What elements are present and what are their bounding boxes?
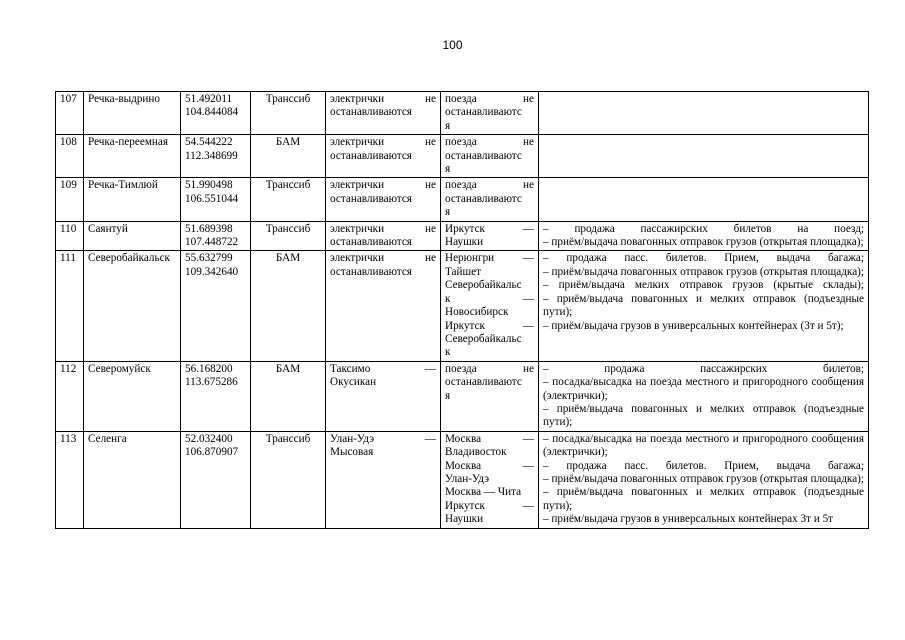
long-distance-text: поезда не: [445, 136, 534, 149]
station-services: [539, 221, 869, 251]
long-distance-text: Москва — Чита: [445, 486, 522, 499]
coordinates: [181, 178, 251, 221]
railway-line: БАМ: [251, 135, 326, 178]
station-name: Речка-Тимлюй: [84, 178, 181, 221]
station-name: Северобайкальск: [84, 251, 181, 361]
suburban-text: останавливаются: [330, 106, 412, 119]
long-distance-text: я: [445, 206, 451, 219]
long-distance-text: останавливаютс: [445, 149, 522, 162]
service-item: – продажа пасс. билетов. Прием, выдача багажа;: [543, 459, 864, 472]
railway-line: Транссиб: [251, 92, 326, 135]
suburban-trains: [326, 221, 441, 251]
suburban-trains: [326, 178, 441, 221]
service-item: – посадка/высадка на поезда местного и пригородного сообщения (электрички);: [543, 376, 864, 402]
suburban-text: электрички не: [330, 252, 436, 265]
long-distance-text: к: [445, 346, 451, 359]
coordinates: [181, 92, 251, 135]
coordinate-value: 107.448722: [185, 236, 239, 249]
railway-line: БАМ: [251, 251, 326, 361]
suburban-text: останавливаются: [330, 192, 412, 205]
long-distance-text: я: [445, 163, 451, 176]
page-number: 100: [442, 38, 463, 52]
coordinate-value: 104.844084: [185, 106, 239, 119]
long-distance-text: Новосибирск: [445, 306, 509, 319]
row-number: 109: [56, 178, 84, 221]
station-name: Речка-переемная: [84, 135, 181, 178]
coordinates: [181, 361, 251, 431]
coordinates: [181, 431, 251, 528]
long-distance-text: Москва —: [445, 459, 534, 472]
service-item: – приём/выдача повагонных и мелких отправок (подъездные пути);: [543, 486, 864, 512]
long-distance-text: Иркутск —: [445, 222, 534, 235]
coordinate-value: 52.032400: [185, 432, 233, 445]
long-distance-text: Иркутск —: [445, 499, 534, 512]
long-distance-text: я: [445, 119, 451, 132]
service-item: – приём/выдача грузов в универсальных контейнерах 3т и 5т: [543, 513, 834, 526]
long-distance-text: Наушки: [445, 513, 484, 526]
service-item: – приём/выдача повагонных отправок грузов (открытая площадка);: [543, 472, 864, 485]
suburban-trains: [326, 361, 441, 431]
coordinate-value: 54.544222: [185, 136, 233, 149]
long-distance-trains: [441, 361, 539, 431]
station-services: [539, 92, 869, 135]
station-services: [539, 431, 869, 528]
service-item: – приём/выдача повагонных и мелких отправок (подъездные пути);: [543, 292, 864, 319]
table-row: [56, 178, 869, 221]
coordinate-value: 106.551044: [185, 192, 239, 205]
service-item: – продажа пассажирских билетов на поезд;: [543, 222, 864, 235]
suburban-trains: [326, 251, 441, 361]
table-row: [56, 431, 869, 528]
station-services: [539, 135, 869, 178]
coordinate-value: 106.870907: [185, 446, 239, 459]
station-services: [539, 178, 869, 221]
coordinate-value: 113.675286: [185, 376, 238, 389]
long-distance-text: Наушки: [445, 236, 484, 249]
long-distance-text: Северобайкальс: [445, 332, 522, 345]
station-name: Селенга: [84, 431, 181, 528]
long-distance-trains: [441, 221, 539, 251]
table-row: [56, 361, 869, 431]
station-services: [539, 361, 869, 431]
suburban-text: электрички не: [330, 136, 436, 149]
suburban-trains: [326, 135, 441, 178]
service-item: – продажа пасс. билетов. Прием, выдача багажа;: [543, 252, 864, 265]
long-distance-text: Тайшет: [445, 265, 481, 278]
long-distance-text: останавливаютс: [445, 376, 522, 389]
suburban-text: электрички не: [330, 222, 436, 235]
long-distance-trains: [441, 251, 539, 361]
long-distance-trains: [441, 431, 539, 528]
coordinates: [181, 135, 251, 178]
coordinate-value: 112.348699: [185, 149, 238, 162]
railway-line: БАМ: [251, 361, 326, 431]
suburban-text: останавливаются: [330, 265, 412, 278]
coordinate-value: 51.492011: [185, 93, 233, 105]
suburban-trains: [326, 92, 441, 135]
coordinates: [181, 251, 251, 361]
coordinate-value: 51.990498: [185, 179, 233, 192]
suburban-trains: [326, 431, 441, 528]
service-item: – приём/выдача повагонных отправок грузов (открытая площадка);: [543, 236, 864, 249]
long-distance-trains: [441, 92, 539, 135]
railway-line: Транссиб: [251, 221, 326, 251]
long-distance-text: Иркутск —: [445, 319, 534, 332]
suburban-text: останавливаются: [330, 236, 412, 249]
long-distance-text: поезда не: [445, 179, 534, 192]
long-distance-trains: [441, 135, 539, 178]
row-number: 107: [56, 92, 84, 135]
service-item: – продажа пассажирских билетов;: [543, 362, 864, 375]
row-number: 110: [56, 221, 84, 251]
long-distance-text: поезда не: [445, 362, 534, 375]
long-distance-text: Владивосток: [445, 446, 507, 459]
table-row: [56, 135, 869, 178]
service-item: – приём/выдача повагонных и мелких отправок (подъездные пути);: [543, 402, 864, 429]
suburban-text: останавливаются: [330, 149, 412, 162]
coordinate-value: 109.342640: [185, 265, 239, 278]
suburban-text: Окусикан: [330, 376, 377, 389]
coordinate-value: 55.632799: [185, 252, 233, 265]
long-distance-text: Улан-Удэ: [445, 472, 490, 485]
long-distance-text: поезда не: [445, 93, 534, 105]
service-item: – посадка/высадка на поезда местного и пригородного сообщения (электрички);: [543, 432, 864, 459]
row-number: 113: [56, 431, 84, 528]
table-row: [56, 221, 869, 251]
long-distance-text: Москва —: [445, 432, 534, 445]
long-distance-text: Нерюнгри —: [445, 252, 534, 265]
coordinate-value: 51.689398: [185, 222, 233, 235]
railway-line: Транссиб: [251, 431, 326, 528]
long-distance-trains: [441, 178, 539, 221]
row-number: 111: [56, 251, 84, 361]
table-row: [56, 92, 869, 135]
coordinates: [181, 221, 251, 251]
service-item: – приём/выдача мелких отправок грузов (крытые склады);: [543, 279, 864, 292]
long-distance-text: я: [445, 389, 451, 402]
suburban-text: Таксимо —: [330, 362, 436, 375]
long-distance-text: Северобайкальс: [445, 279, 522, 292]
suburban-text: электрички не: [330, 93, 436, 105]
suburban-text: Улан-Удэ —: [330, 432, 436, 445]
long-distance-text: останавливаютс: [445, 192, 522, 205]
row-number: 112: [56, 361, 84, 431]
station-name: Саянтуй: [84, 221, 181, 251]
station-services: [539, 251, 869, 361]
service-item: – приём/выдача повагонных отправок грузов (открытая площадка);: [543, 265, 864, 278]
table-row: [56, 251, 869, 361]
suburban-text: электрички не: [330, 179, 436, 192]
coordinate-value: 56.168200: [185, 362, 233, 375]
long-distance-text: к —: [445, 292, 534, 305]
row-number: 108: [56, 135, 84, 178]
stations-table: [55, 91, 869, 529]
station-name: Речка-выдрино: [84, 92, 181, 135]
railway-line: Транссиб: [251, 178, 326, 221]
station-name: Северомуйск: [84, 361, 181, 431]
service-item: – приём/выдача грузов в универсальных контейнерах (3т и 5т);: [543, 319, 844, 332]
long-distance-text: останавливаютс: [445, 106, 522, 119]
suburban-text: Мысовая: [330, 446, 374, 459]
